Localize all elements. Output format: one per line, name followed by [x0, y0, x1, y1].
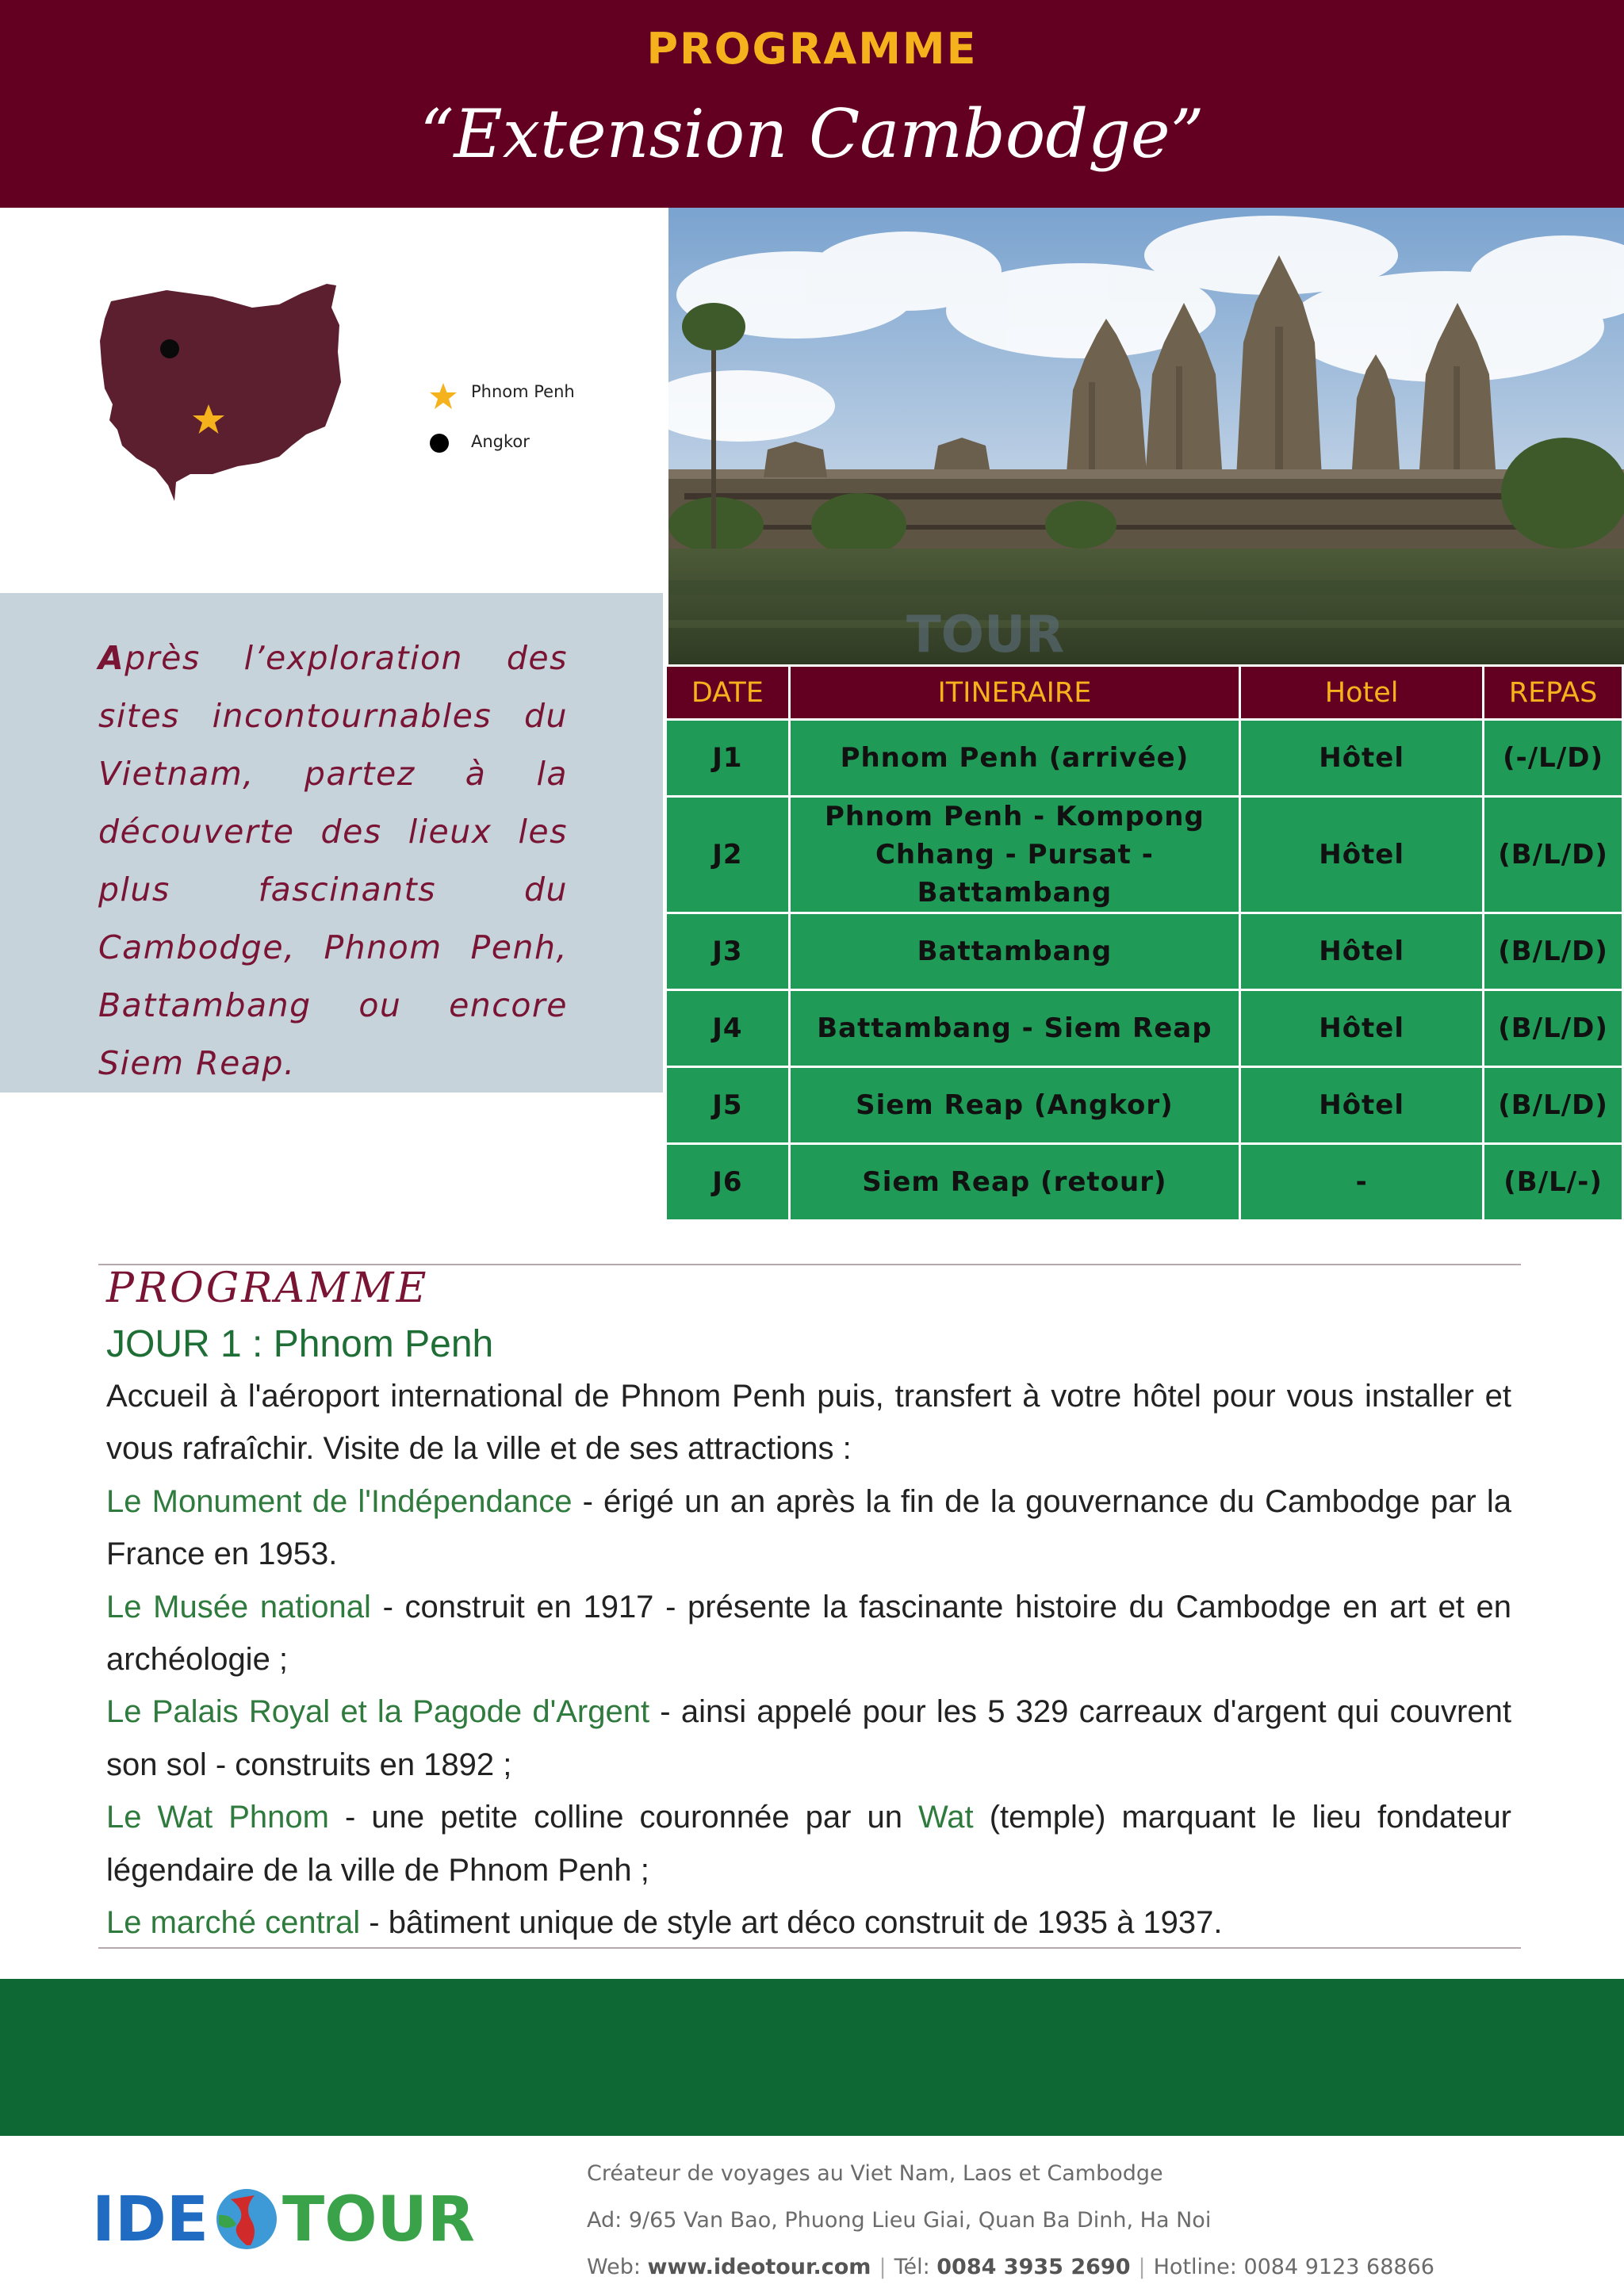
cell-repas: (-/L/D)	[1484, 720, 1623, 797]
ideotour-logo	[92, 2175, 488, 2255]
legend-phnom-penh	[428, 382, 575, 401]
cell-repas: (B/L/D)	[1484, 990, 1623, 1067]
table-header-row	[666, 666, 1623, 720]
table-row	[666, 1144, 1623, 1221]
cell-repas: (B/L/D)	[1484, 913, 1623, 990]
site-name: Le Musée national	[106, 1589, 371, 1624]
cell-hotel: -	[1240, 1144, 1484, 1221]
table-row	[666, 913, 1623, 990]
globe-icon	[216, 2189, 277, 2249]
col-header-repas: REPAS	[1484, 666, 1623, 720]
hotline: Hotline: 0084 9123 68866	[1153, 2255, 1434, 2279]
legend-star-label: Phnom Penh	[471, 382, 575, 401]
col-header-hotel: Hotel	[1240, 666, 1484, 720]
cell-date: J3	[666, 913, 790, 990]
cell-repas: (B/L/-)	[1484, 1144, 1623, 1221]
intro-text	[98, 629, 568, 1093]
programme-body	[106, 1370, 1511, 1949]
table-row	[666, 990, 1623, 1067]
legend-dot-label: Angkor	[471, 432, 530, 451]
cell-repas: (B/L/D)	[1484, 1067, 1623, 1144]
separator: |	[1138, 2255, 1146, 2279]
site-name: Le Palais Royal et la Pagode d'Argent	[106, 1694, 650, 1730]
cambodia-shape	[100, 284, 341, 501]
cell-itineraire: Battambang	[789, 913, 1239, 990]
day-title: JOUR 1 : Phnom Penh	[106, 1323, 494, 1365]
programme-heading: PROGRAMME	[106, 1265, 429, 1312]
site-desc: - ainsi appelé pour les 5 329 carreaux d'argent qui couvrent son sol - construits en 1892 ;	[106, 1694, 1511, 1782]
header-kicker: PROGRAMME	[646, 24, 978, 74]
logo-left-text: IDE	[92, 2184, 209, 2255]
cell-date: J4	[666, 990, 790, 1067]
table-row	[666, 1067, 1623, 1144]
cell-itineraire: Phnom Penh - Kompong Chhang - Pursat - Battambang	[789, 797, 1239, 913]
site-desc: - construit en 1917 - présente la fascinante histoire du Cambodge en art et en archéologie ;	[106, 1589, 1511, 1678]
cell-itineraire: Battambang - Siem Reap	[789, 990, 1239, 1067]
cell-hotel: Hôtel	[1240, 720, 1484, 797]
cambodia-map-panel	[0, 208, 666, 593]
web-label: Web:	[587, 2255, 648, 2279]
cell-hotel: Hôtel	[1240, 990, 1484, 1067]
temple-illustration	[668, 208, 1624, 668]
site-term: Wat	[918, 1800, 974, 1835]
cell-hotel: Hôtel	[1240, 1067, 1484, 1144]
footer-tagline: Créateur de voyages au Viet Nam, Laos et Cambodge	[587, 2161, 1163, 2186]
cell-hotel: Hôtel	[1240, 913, 1484, 990]
site-name: Le Monument de l'Indépendance	[106, 1483, 573, 1519]
footer-info	[587, 2150, 1434, 2290]
cell-date: J1	[666, 720, 790, 797]
footer-address: Ad: 9/65 Van Bao, Phuong Lieu Giai, Quan Ba Dinh, Ha Noi	[587, 2208, 1212, 2233]
legend-angkor	[428, 432, 530, 451]
angkor-wat-photo	[668, 208, 1624, 668]
cell-itineraire: Siem Reap (Angkor)	[789, 1067, 1239, 1144]
tel-number[interactable]: 0084 3935 2690	[936, 2255, 1131, 2279]
intro-body: près l’exploration des sites incontournables du Vietnam, partez à la découverte des lieux les plus fascinants du Cambodge, Phnom Penh, Battambang ou encore Siem Reap.	[98, 639, 568, 1082]
cell-itineraire: Siem Reap (retour)	[789, 1144, 1239, 1221]
site-desc: (temple) marquant le lieu fondateur légendaire de la ville de Phnom Penh ;	[106, 1800, 1512, 1888]
cell-repas: (B/L/D)	[1484, 797, 1623, 913]
cell-itineraire: Phnom Penh (arrivée)	[789, 720, 1239, 797]
cell-date: J6	[666, 1144, 790, 1221]
web-link[interactable]: www.ideotour.com	[647, 2255, 871, 2279]
divider-bottom	[98, 1947, 1521, 1949]
separator: |	[879, 2255, 887, 2279]
photo-watermark: TOUR	[906, 606, 1065, 664]
col-header-itineraire: ITINERAIRE	[789, 666, 1239, 720]
site-name: Le marché central	[106, 1905, 361, 1941]
cell-hotel: Hôtel	[1240, 797, 1484, 913]
logo-right-text: TOUR	[282, 2184, 475, 2255]
page-header	[0, 0, 1624, 208]
programme-intro: Accueil à l'aéroport international de Phnom Penh puis, transfert à votre hôtel pour vous installer et vous rafraîchir. Visite de la ville et de ses attractions :	[106, 1379, 1511, 1467]
col-header-date: DATE	[666, 666, 790, 720]
site-name: Le Wat Phnom	[106, 1800, 329, 1835]
footer-contacts	[587, 2244, 1434, 2290]
page-title: “Extension Cambodge”	[419, 95, 1205, 173]
footer-band	[0, 1979, 1624, 2136]
intro-first-letter: A	[98, 639, 125, 677]
cell-date: J5	[666, 1067, 790, 1144]
itinerary-table	[665, 664, 1624, 1222]
angkor-dot-icon	[160, 339, 179, 358]
site-desc: - bâtiment unique de style art déco construit de 1935 à 1937.	[360, 1905, 1223, 1941]
cell-date: J2	[666, 797, 790, 913]
table-row	[666, 720, 1623, 797]
site-desc: - érigé un an après la fin de la gouvernance du Cambodge par la France en 1953.	[106, 1483, 1512, 1572]
tel-label: Tél:	[894, 2255, 937, 2279]
table-row	[666, 797, 1623, 913]
site-desc: - une petite colline couronnée par un	[328, 1800, 919, 1835]
intro-panel	[0, 593, 663, 1093]
